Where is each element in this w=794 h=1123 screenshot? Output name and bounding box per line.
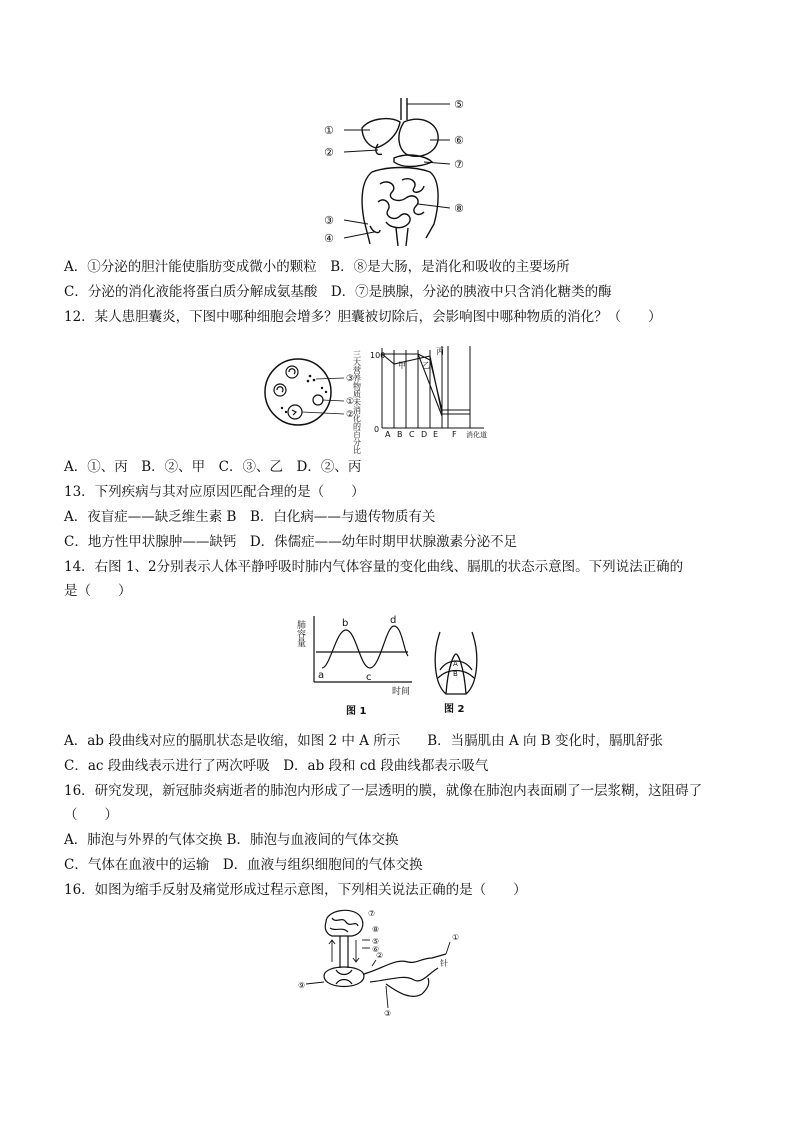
digestive-system-figure [318, 94, 478, 254]
curve-point-label: d [390, 615, 397, 626]
cell-label: ② [346, 410, 355, 420]
reflex-label: ⑥ [372, 945, 380, 954]
chart-ytick: 100 [370, 351, 386, 360]
chart-series-label: 甲 [398, 361, 406, 370]
reflex-label: ② [376, 951, 384, 960]
q14-options-2: C．ac 段曲线表示进行了两次呼吸 D．ab 段和 cd 段曲线都表示吸气 [64, 758, 489, 774]
q16a-stem-2: （ ） [64, 807, 118, 823]
organ-label: ④ [324, 232, 334, 245]
chart-xtick: B [397, 430, 403, 439]
q13-options-2: C．地方性甲状腺肿——缺钙 D．侏儒症——幼年时期甲状腺激素分泌不足 [64, 534, 518, 550]
cell-label: ① [346, 397, 355, 407]
fig1-caption: 图 1 [346, 706, 367, 717]
curve-point-label: c [366, 672, 372, 683]
fig1-xlabel: 时间 [392, 687, 411, 697]
q13-stem: 13．下列疾病与其对应原因匹配合理的是（ ） [64, 484, 365, 500]
reflex-label: ⑦ [368, 909, 376, 918]
chart-xtick: C [409, 430, 415, 439]
chart-xlabel: 消化道 [466, 431, 487, 439]
organ-label: ⑧ [454, 202, 464, 215]
chart-origin: 0 [374, 425, 380, 434]
diaphragm-figure [430, 624, 482, 716]
q11-options-2: C．分泌的消化液能将蛋白质分解成氨基酸 D．⑦是胰腺，分泌的胰液中只含消化糖类的酶 [64, 284, 612, 300]
reflex-label: ⑧ [372, 925, 380, 934]
q12-options: A．①、丙 B．②、甲 C．③、乙 D．②、丙 [64, 459, 362, 475]
q14-options-1: A．ab 段曲线对应的膈肌状态是收缩，如图 2 中 A 所示 B．当膈肌由 A 向 B 变化时，膈肌舒张 [64, 733, 663, 749]
organ-label: ⑦ [454, 158, 464, 171]
q16a-options-1: A．肺泡与外界的气体交换 B．肺泡与血液间的气体交换 [64, 832, 399, 848]
fig1-ylabel: 肺容量 [295, 620, 305, 647]
q11-options-1: A．①分泌的胆汁能使脂肪变成微小的颗粒 B．⑧是大肠，是消化和吸收的主要场所 [64, 259, 570, 275]
q16a-options-2: C．气体在血液中的运输 D．血液与组织细胞间的气体交换 [64, 857, 423, 873]
reflex-label: ① [452, 933, 460, 942]
cell-label: ③ [346, 374, 355, 384]
chart-xtick: D [421, 430, 428, 439]
chart-xtick: F [452, 430, 457, 439]
curve-point-label: b [342, 618, 349, 629]
reflex-arc-figure [296, 904, 464, 1020]
q13-options-1: A．夜盲症——缺乏维生素 B B．白化病——与遗传物质有关 [64, 509, 436, 525]
blood-cells-figure [262, 352, 362, 432]
chart-xtick: A [385, 430, 391, 439]
lung-volume-figure [294, 612, 418, 718]
diaphragm-point-label: A [453, 660, 458, 668]
q14-stem-2: 是（ ） [64, 583, 132, 599]
organ-label: ⑥ [454, 134, 464, 147]
organ-label: ② [324, 146, 334, 159]
q16b-stem: 16．如图为缩手反射及痛觉形成过程示意图，下列相关说法正确的是（ ） [64, 882, 527, 898]
chart-series-label: 丙 [436, 347, 444, 356]
reflex-label: ⑤ [372, 937, 380, 946]
chart-xtick: E [433, 430, 439, 439]
q14-stem-1: 14．右图 1、2分别表示人体平静呼吸时肺内气体容量的变化曲线、膈肌的状态示意图。下列说法正确的 [64, 559, 684, 575]
chart-ylabel: 三大营养物质未消化的百分比 [352, 350, 362, 454]
fig2-caption: 图 2 [444, 704, 465, 715]
organ-label: ① [324, 124, 334, 137]
organ-label: ③ [324, 214, 334, 227]
q16a-stem-1: 16．研究发现，新冠肺炎病逝者的肺泡内形成了一层透明的膜，就像在肺泡内表面刷了一层浆糊，这阻碍了 [64, 783, 703, 799]
curve-point-label: a [318, 670, 325, 681]
chart-series-label: 乙 [422, 361, 430, 370]
needle-label: 针 [440, 959, 448, 968]
diaphragm-point-label: B [453, 670, 458, 678]
organ-label: ⑤ [454, 98, 464, 111]
digestion-chart [352, 342, 492, 454]
reflex-label: ⑨ [298, 981, 306, 990]
reflex-label: ③ [384, 1009, 392, 1018]
q12-stem: 12．某人患胆囊炎，下图中哪种细胞会增多？胆囊被切除后，会影响图中哪种物质的消化？（ ） [64, 309, 662, 325]
